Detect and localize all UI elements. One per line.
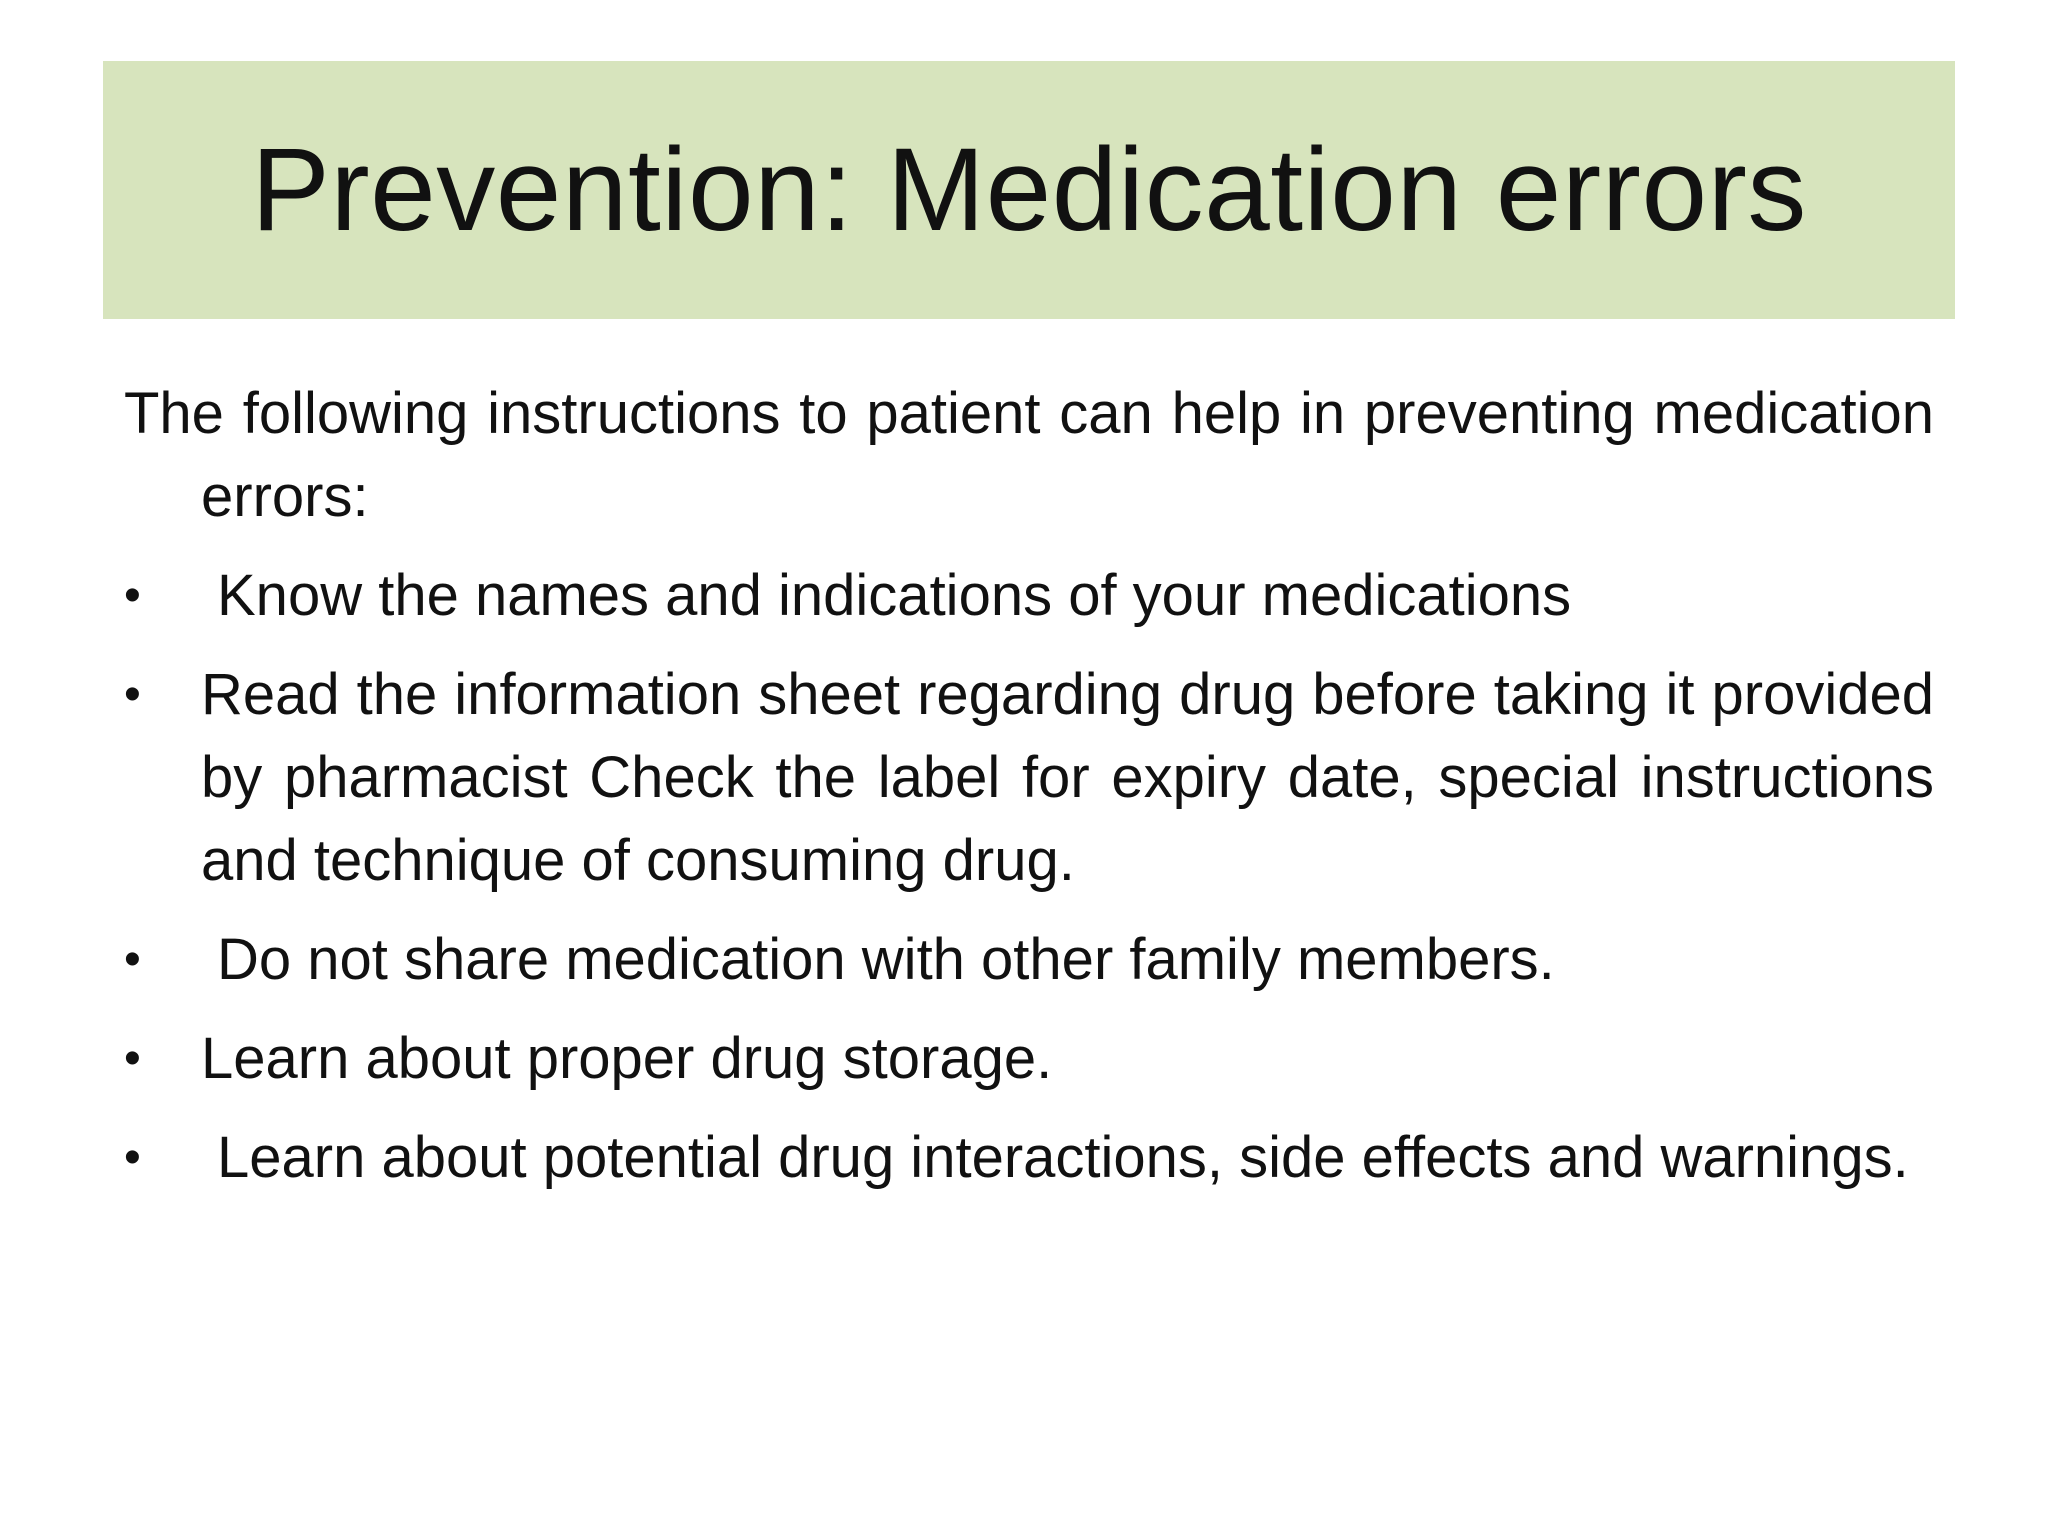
bullet-item [124,653,1934,902]
intro-paragraph: The following instructions to patient can help in preventing medication errors: [124,381,1934,529]
bullet-item [124,918,1934,1001]
title-band [103,61,1955,319]
bullet-dot-icon: • [124,569,141,622]
bullet-text: Learn about proper drug storage. [201,1026,1053,1091]
bullet-dot-icon: • [124,1131,141,1184]
bullet-item [124,1116,1934,1199]
bullet-dot-icon: • [124,1032,141,1085]
bullet-item [124,554,1934,637]
slide-title: Prevention: Medication errors [251,124,1807,256]
bullet-item [124,1017,1934,1100]
bullet-text: Learn about potential drug interactions, side effects and warnings. [217,1125,1909,1190]
bullet-text: Know the names and indications of your medications [217,563,1572,628]
bullet-text: Do not share medication with other family members. [217,927,1555,992]
bullet-dot-icon: • [124,668,141,721]
bullet-list [124,554,1934,1199]
bullet-text: Read the information sheet regarding drug before taking it provided by pharmacist Check the label for expiry date, special instructions and technique of consuming drug. [201,662,1934,893]
bullet-dot-icon: • [124,933,141,986]
slide-body [124,372,1934,1215]
